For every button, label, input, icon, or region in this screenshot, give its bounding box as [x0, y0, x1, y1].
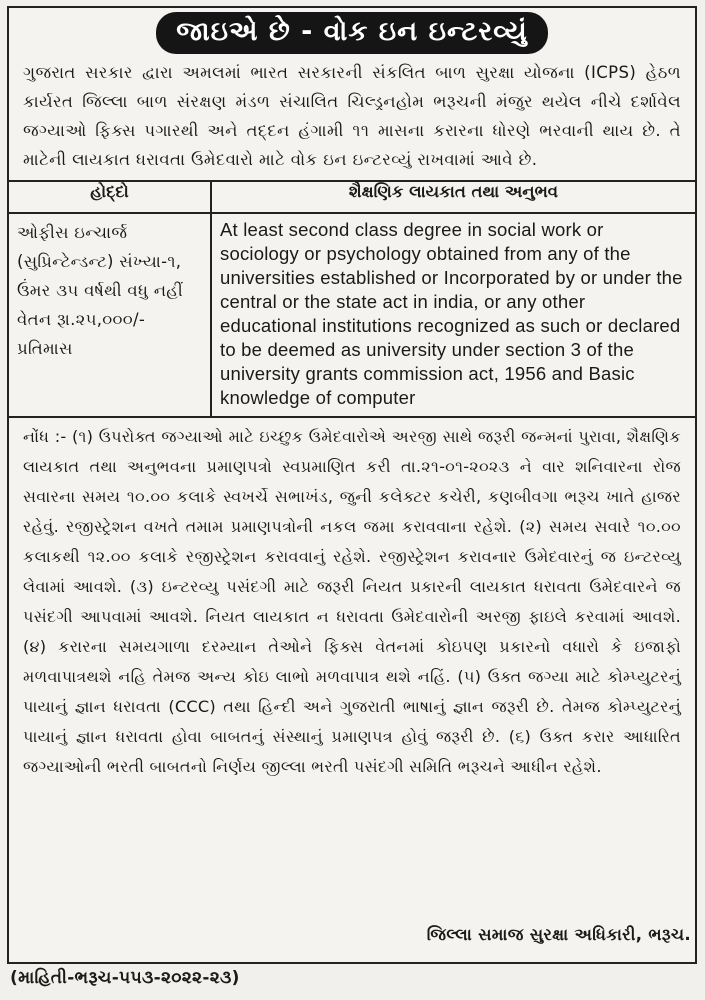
table-header-row: [9, 181, 695, 213]
header-qualification: શૈક્ષણિક લાયકાત તથા અનુભવ: [211, 181, 695, 213]
qualification-cell: At least second class degree in social work or sociology or psychology obtained from any of the universities established or Incorporated by or under the central or the state act in india, or any other educational institutions recognized as such or declared to be deemed as university under section 3 of the university grants commission act, 1956 and Basic knowledge of computer: [211, 213, 695, 416]
intro-paragraph: ગુજરાત સરકાર દ્વારા અમલમાં ભારત સરકારની સંકલિત બાળ સુરક્ષા યોજના (ICPS) હેઠળ કાર્યરત જિલ્લા બાળ સંરક્ષણ મંડળ સંચાલિત ચિલ્ડ્રનહોમ ભરૂચની મંજુર થયેલ નીચે દર્શાવેલ જગ્યાઓ ફિક્સ પગારથી અને તદ્દન હંગામી ૧૧ માસના કરારના ધોરણે ભરવાની થાય છે. તે માટેની લાયકાત ધરાવતા ઉમેદવારો માટે વોક ઇન ઇન્ટરવ્યું રાખવામાં આવે છે.: [23, 63, 681, 169]
advertisement-box: [7, 6, 697, 964]
vacancy-table: [9, 180, 695, 416]
post-cell: ઓફીસ ઇન્ચાર્જ (સુપ્રિન્ટેન્ડન્ટ) સંખ્યા-૧, ઉંમર ૩૫ વર્ષથી વધુ નહીં વેતન રૂા.૨૫,૦૦૦/- પ્રતિમાસ: [9, 213, 211, 416]
signature-line: જિલ્લા સમાજ સુરક્ષા અધિકારી, ભરૂચ.: [426, 925, 691, 944]
notes-paragraph: નોંધ :- (૧) ઉપરોક્ત જગ્યાઓ માટે ઇચ્છુક ઉમેદવારોએ અરજી સાથે જરૂરી જન્મનાં પુરાવા, શૈક્ષણિક લાયકાત તથા અનુભવના પ્રમાણપત્રો સ્વપ્રમાણિત કરી તા.૨૧-૦૧-૨૦૨૩ ને વાર શનિવારના રોજ સવારના સમય ૧૦.૦૦ કલાકે સ્વખર્ચે સભાખંડ, જુની કલેક્ટર કચેરી, કણબીવગા ભરૂચ ખાતે હાજર રહેવું. રજીસ્ટ્રેશન વખતે તમામ પ્રમાણપત્રોની નકલ જમા કરાવવાના રહેશે. (૨) સમય સવારે ૧૦.૦૦ કલાકથી ૧૨.૦૦ કલાકે રજીસ્ટ્રેશન કરાવવાનું રહેશે. રજીસ્ટ્રેશન કરાવનાર ઉમેદવારનું જ ઇન્ટરવ્યુ લેવામાં આવશે. (૩) ઇન્ટરવ્યુ પસંદગી માટે જરૂરી નિયત પ્રકારની લાયકાત ધરાવતા ઉમેદવારને જ પસંદગી આપવામાં આવશે. નિયત લાયકાત ન ધરાવતા ઉમેદવારોની અરજી ફાઇલે કરવામાં આવશે. (૪) કરારના સમયગાળા દરમ્યાન તેઓને ફિક્સ વેતનમાં કોઇપણ પ્રકારનો વધારો કે ઇજાફો મળવાપાત્રથશે નહિ તેમજ અન્ય કોઇ લાભો મળવાપાત્ર થશે નહિં. (૫) ઉક્ત જગ્યા માટે કોમ્પ્યુટરનું પાયાનું જ્ઞાન ધરાવતા (CCC) તથા હિન્દી અને ગુજરાતી ભાષાનું જ્ઞાન જરૂરી છે. તેમજ કોમ્પ્યુટરનું પાયાનું જ્ઞાન ધરાવતા હોવા બાબતનું સંસ્થાનું પ્રમાણપત્ર હોવું જરૂરી છે. (૬) ઉક્ત કરાર આધારિત જગ્યાઓની ભરતી બાબતનો નિર્ણય જીલ્લા ભરતી પસંદગી સમિતિ ભરૂચને આધીન રહેશે.: [9, 416, 695, 782]
ad-title: જાઇએ છે - વોક ઇન ઇન્ટરવ્યું: [156, 12, 547, 54]
reference-number: (માહિતી-ભરૂચ-૫૫૩-૨૦૨૨-૨૩): [10, 968, 240, 988]
table-row: [9, 213, 695, 416]
title-bar: [9, 8, 695, 54]
header-post: હોદ્દો: [9, 181, 211, 213]
